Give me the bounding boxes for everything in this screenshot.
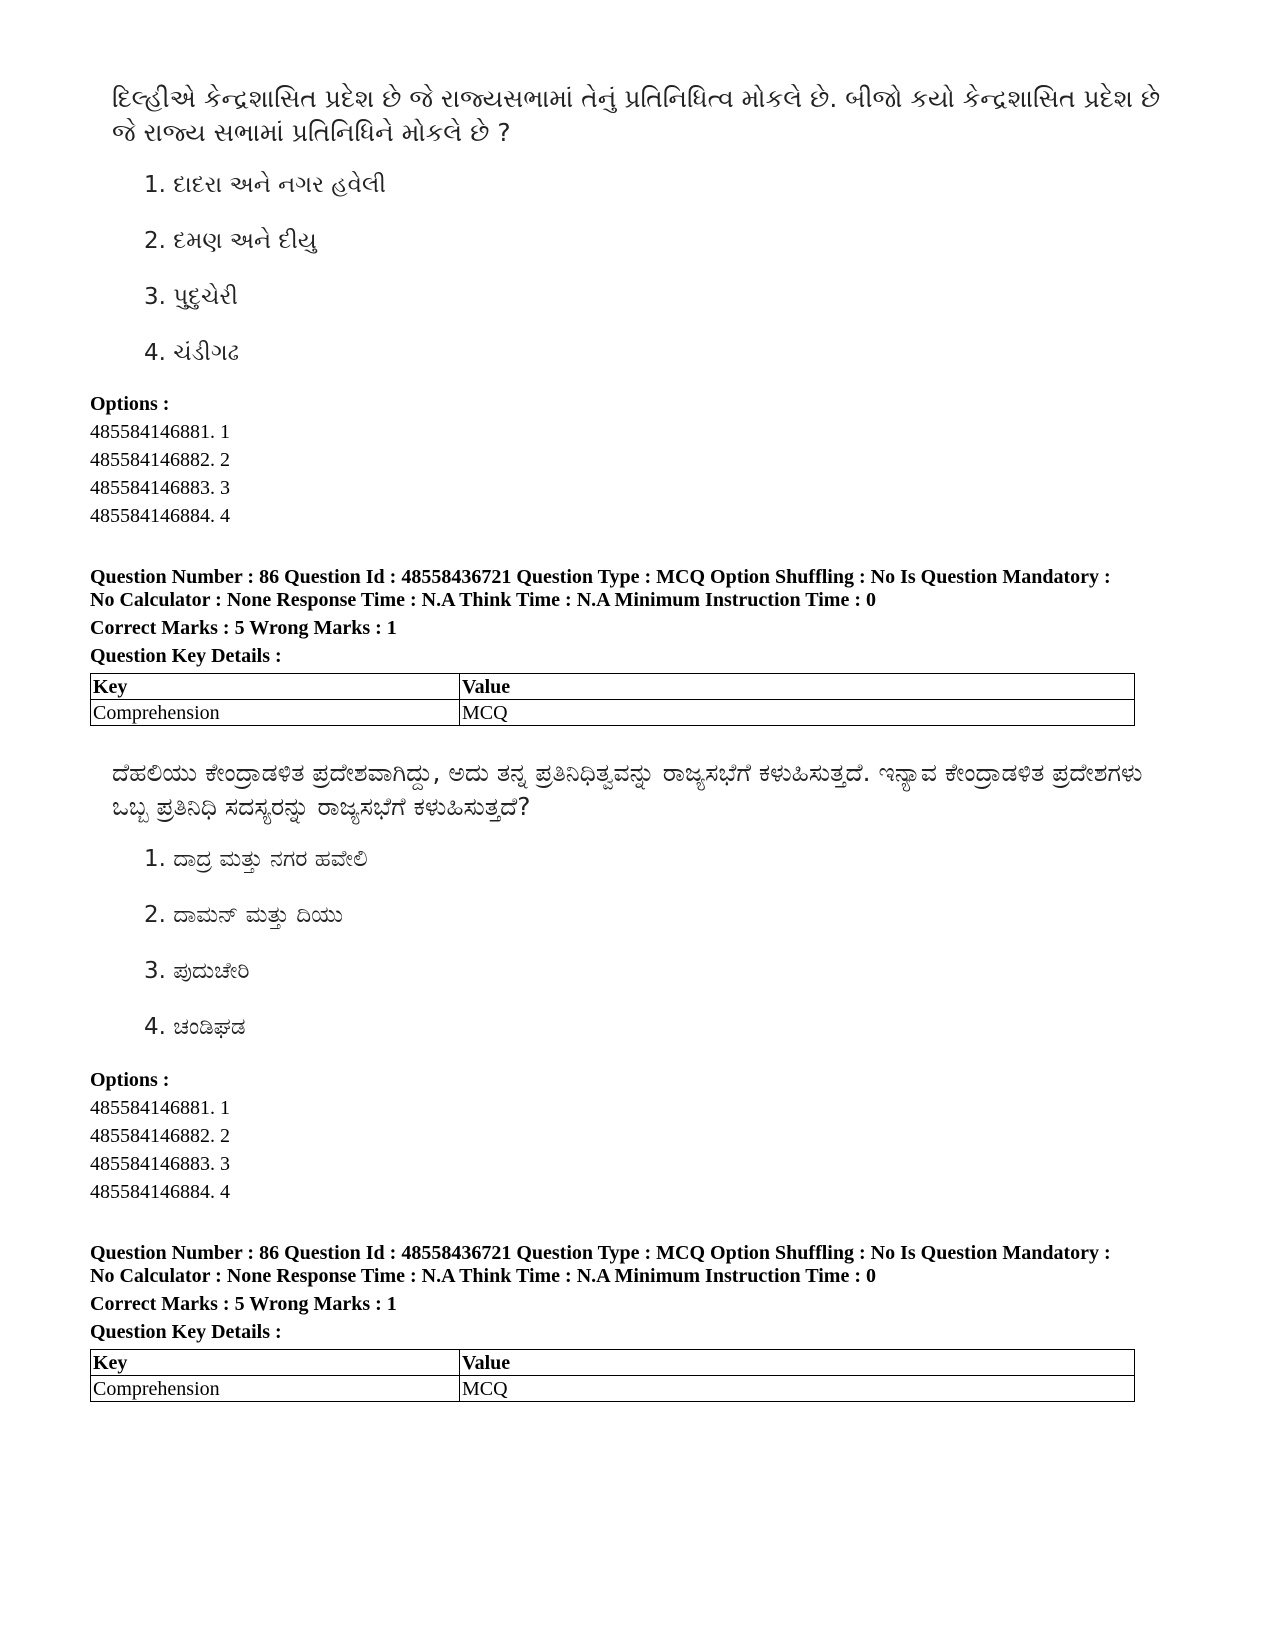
question-stem: દિલ્હીએ કેન્દ્રશાસિત પ્રદેશ છે જે રાજ્યસભામાં તેનું પ્રતિનિધિત્વ મોકલે છે. બીજો કયો કેન્દ્રશાસિત પ્રદેશ છે જે રાજ્ય સભામાં પ્રતિનિધિને મોકલે છે ? bbox=[112, 84, 1161, 147]
marks-line: Correct Marks : 5 Wrong Marks : 1 bbox=[90, 1293, 397, 1315]
table-cell-key: Comprehension bbox=[91, 700, 460, 726]
table-header-value: Value bbox=[460, 674, 1135, 700]
marks-line: Correct Marks : 5 Wrong Marks : 1 bbox=[90, 617, 397, 639]
option-row: 485584146883. 3 bbox=[90, 1153, 230, 1175]
option-row: 485584146883. 3 bbox=[90, 477, 230, 499]
question-image-gujarati bbox=[112, 82, 1172, 382]
meta-line-2: No Calculator : None Response Time : N.A Think Time : N.A Minimum Instruction Time : 0 bbox=[90, 589, 876, 611]
table-header-row bbox=[91, 1350, 1135, 1376]
option-row: 485584146882. 2 bbox=[90, 449, 230, 471]
table-header-value: Value bbox=[460, 1350, 1135, 1376]
question-stem: ದೆಹಲಿಯು ಕೇಂದ್ರಾಡಳಿತ ಪ್ರದೇಶವಾಗಿದ್ದು, ಅದು ತನ್ನ ಪ್ರತಿನಿಧಿತ್ವವನ್ನು ರಾಜ್ಯಸಭೆಗೆ ಕಳುಹಿಸುತ್ತದೆ. ಇನ್ಯಾವ ಕೇಂದ್ರಾಡಳಿತ ಪ್ರದೇಶಗಳು ಒಬ್ಬ ಪ್ರತಿನಿಧಿ ಸದಸ್ಯರನ್ನು ರಾಜ್ಯಸಭೆಗೆ ಕಳುಹಿಸುತ್ತದೆ? bbox=[112, 758, 1143, 821]
options-list bbox=[90, 1066, 230, 1206]
option-row: 485584146881. 1 bbox=[90, 421, 230, 443]
meta-line-1: Question Number : 86 Question Id : 48558436721 Question Type : MCQ Option Shuffling : No Is Question Mandatory : bbox=[90, 566, 1111, 588]
table-row bbox=[91, 1376, 1135, 1402]
table-header-key: Key bbox=[91, 674, 460, 700]
question-choice-3: 3. ಪುದುಚೇರಿ bbox=[144, 958, 250, 984]
key-details-heading: Question Key Details : bbox=[90, 645, 282, 667]
options-heading: Options : bbox=[90, 1069, 170, 1091]
key-value-table bbox=[90, 1349, 1135, 1402]
question-choice-2: 2. ದಾಮನ್ ಮತ್ತು ದಿಯು bbox=[144, 902, 344, 928]
table-header-key: Key bbox=[91, 1350, 460, 1376]
question-choice-4: 4. ચંડીગઢ bbox=[144, 340, 240, 366]
question-choice-3: 3. પુદુચેરી bbox=[144, 284, 238, 310]
option-row: 485584146882. 2 bbox=[90, 1125, 230, 1147]
table-row bbox=[91, 700, 1135, 726]
option-row: 485584146884. 4 bbox=[90, 505, 230, 527]
table-header-row bbox=[91, 674, 1135, 700]
question-image-kannada bbox=[112, 756, 1172, 1056]
key-value-table bbox=[90, 673, 1135, 726]
option-row: 485584146881. 1 bbox=[90, 1097, 230, 1119]
question-choice-1: 1. ದಾದ್ರ ಮತ್ತು ನಗರ ಹವೇಲಿ bbox=[144, 846, 368, 872]
meta-line-1: Question Number : 86 Question Id : 48558436721 Question Type : MCQ Option Shuffling : No Is Question Mandatory : bbox=[90, 1242, 1111, 1264]
table-cell-value: MCQ bbox=[460, 700, 1135, 726]
option-row: 485584146884. 4 bbox=[90, 1181, 230, 1203]
table-cell-key: Comprehension bbox=[91, 1376, 460, 1402]
question-meta bbox=[90, 566, 1180, 668]
key-details-heading: Question Key Details : bbox=[90, 1321, 282, 1343]
meta-line-2: No Calculator : None Response Time : N.A Think Time : N.A Minimum Instruction Time : 0 bbox=[90, 1265, 876, 1287]
question-meta bbox=[90, 1242, 1180, 1344]
question-choice-2: 2. દમણ અને દીયુ bbox=[144, 228, 317, 254]
question-choice-1: 1. દાદરા અને નગર હવેલી bbox=[144, 172, 386, 198]
question-choice-4: 4. ಚಂಡಿಘಡ bbox=[144, 1014, 246, 1040]
options-heading: Options : bbox=[90, 393, 170, 415]
table-cell-value: MCQ bbox=[460, 1376, 1135, 1402]
options-list bbox=[90, 390, 230, 530]
